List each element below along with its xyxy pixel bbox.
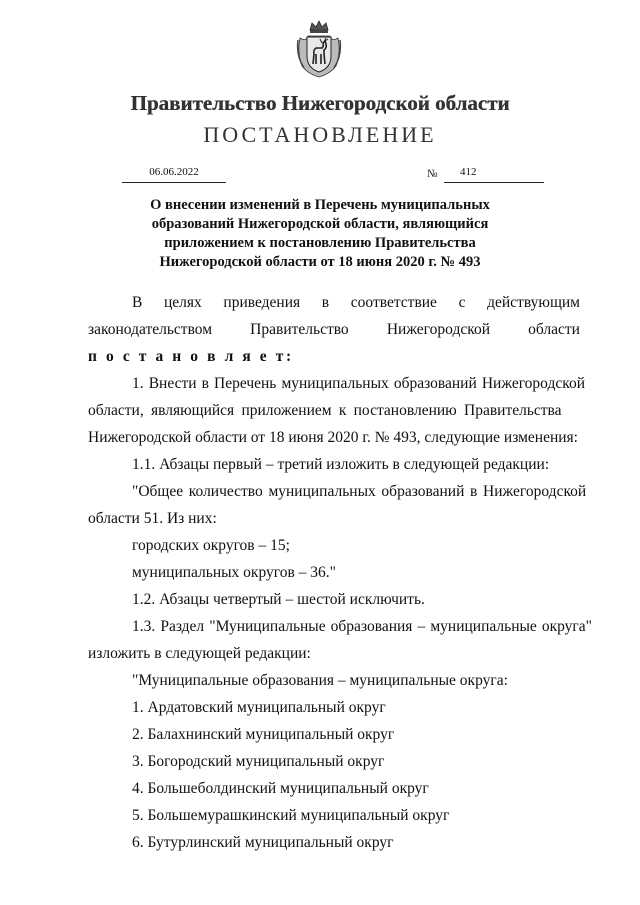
district-item: 6. Бутурлинский муниципальный округ [132,834,394,851]
paragraph-1-2: 1.2. Абзацы четвертый – шестой исключить. [132,591,425,608]
district-item: 5. Большемурашкинский муниципальный округ [132,807,450,824]
preamble-line-2 [88,321,580,339]
title-line: образований Нижегородской области, являющийся [151,216,489,232]
preamble-line-1 [132,294,580,312]
paragraph-1-line: области, являющийся приложением к постановлению Правительства [88,402,562,419]
district-item: 2. Балахнинский муниципальный округ [132,726,395,743]
word: В [132,294,143,311]
document-type: ПОСТАНОВЛЕНИЕ [203,122,437,147]
word: законодательством [88,321,213,338]
coat-of-arms-icon [296,20,342,78]
number-value: 412 [460,166,477,178]
quote-line: области 51. Из них: [88,510,217,527]
title-line: О внесении изменений в Перечень муниципальных [150,197,490,213]
word: приведения [223,294,301,311]
quote-line: "Общее количество муниципальных образований в Нижегородской [132,483,587,500]
title-line: Нижегородской области от 18 июня 2020 г. № 493 [159,254,481,270]
district-item: 3. Богородский муниципальный округ [132,753,385,770]
date-value: 06.06.2022 [149,166,199,178]
paragraph-1-3-line: 1.3. Раздел "Муниципальные образования – муниципальные округа" [132,618,592,635]
number-field [444,166,544,183]
urban-okrugs: городских округов – 15; [132,537,290,554]
word: действующим [487,294,580,311]
word: соответствие [350,294,437,311]
word: целях [163,294,202,311]
date-field [122,166,226,183]
district-item: 4. Большеболдинский муниципальный округ [132,780,429,797]
word: с [458,294,466,311]
word: области [528,321,580,338]
word: Нижегородской [386,321,491,338]
word: в [321,294,330,311]
section-heading: "Муниципальные образования – муниципальные округа: [132,672,508,689]
paragraph-1-line: Нижегородской области от 18 июня 2020 г. № 493, следующие изменения: [88,429,578,446]
municipal-okrugs: муниципальных округов – 36." [132,564,337,581]
government-name: Правительство Нижегородской области [130,91,510,115]
district-item: 1. Ардатовский муниципальный округ [132,699,386,716]
paragraph-1-3-line: изложить в следующей редакции: [88,645,311,662]
decree-title [130,196,510,272]
word: Правительство [250,321,349,338]
number-sign: № [427,168,438,180]
paragraph-1-line: 1. Внести в Перечень муниципальных образований Нижегородской [132,375,586,392]
title-line: приложением к постановлению Правительства [164,235,476,251]
paragraph-1-1: 1.1. Абзацы первый – третий изложить в следующей редакции: [132,456,550,473]
resolves-word: п о с т а н о в л я е т: [88,348,294,365]
